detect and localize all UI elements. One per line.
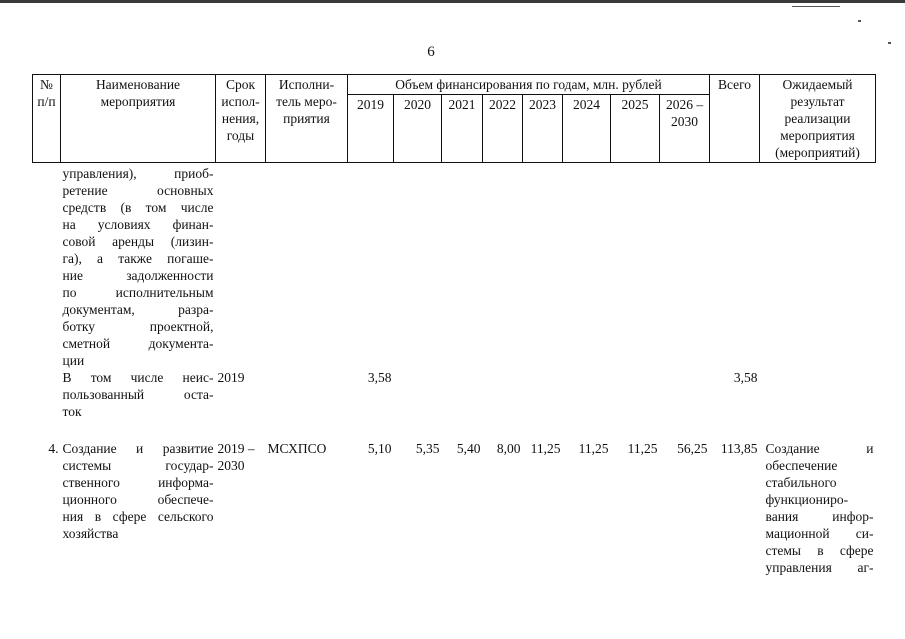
value-cell [563,369,611,420]
executor-cell: МСХПСО [267,441,327,456]
total-cell: 113,85 [720,441,758,456]
header-year: 2025 [611,95,660,163]
text-line: ственного информа- [62,475,214,490]
text-line: системы государ- [62,458,214,473]
value-cell: 5,35 [415,441,440,456]
text-line: сметной документа- [62,336,214,351]
table-row [33,163,876,370]
result-cell [760,440,876,576]
text-line: ботку проектной, [62,319,214,334]
text-line: ния в сфере сельского [62,509,214,524]
value-cell: 8,00 [496,441,521,456]
text-line: средств (в том числе [62,200,214,215]
scan-top-edge [0,0,905,3]
text-line: хозяйства [62,526,119,541]
table-header [33,75,876,163]
text-line: вания инфор- [765,509,874,524]
scan-mark [888,42,891,44]
text-line: ционного обеспече- [62,492,214,507]
scan-mark [792,6,840,7]
header-year: 2023 [523,95,563,163]
value-cell: 56,25 [677,441,708,456]
header-year: 2026 – 2030 [660,95,710,163]
row-spacer [33,420,876,440]
text-line: стемы в сфере [765,543,874,558]
continuation-name-cell [61,163,216,370]
header-year: 2019 [348,95,394,163]
header-executor: Исполни- тель меро- приятия [266,75,348,163]
header-result: Ожидаемый результат реализации мероприятия (мероприятий) [760,75,876,163]
header-year: 2024 [563,95,611,163]
header-year: 2022 [483,95,523,163]
page-number: 6 [427,44,435,60]
text-line: ции [62,353,85,368]
header-name: Наименование мероприятия [61,75,216,163]
text-line: по исполнительным [62,285,214,300]
row4-name-cell [61,440,216,576]
value-cell: 5,40 [456,441,481,456]
header-term: Срок испол- нения, годы [216,75,266,163]
text-line: стабильного [765,475,837,490]
text-line: функциониро- [765,492,849,507]
text-line: Создание и [765,441,874,456]
value-cell: 5,10 [367,441,392,456]
value-cell [442,369,483,420]
text-line: га), а также погаше- [62,251,214,266]
value-cell [394,369,442,420]
text-line: документам, разра- [62,302,214,317]
text-line: ретение основных [62,183,214,198]
text-line: управления), приоб- [62,166,214,181]
table-row [33,369,876,420]
header-year: 2020 [394,95,442,163]
text-line: В том числе неис- [62,370,214,385]
value-cell [660,369,710,420]
value-cell: 11,25 [627,441,658,456]
unused-row-name-cell [61,369,216,420]
header-total: Всего [710,75,760,163]
value-cell: 11,25 [530,441,561,456]
text-line: обеспечение [765,458,838,473]
text-line: пользованный оста- [62,387,214,402]
value-cell [611,369,660,420]
header-financing: Объем финансирования по годам, млн. рублей [348,75,710,95]
term-cell: 2019 – 2030 [217,441,255,473]
value-cell: 11,25 [578,441,609,456]
text-line: совой аренды (лизин- [62,234,214,249]
value-cell [523,369,563,420]
text-line: мационной си- [765,526,874,541]
text-line: на условиях финан- [62,217,214,232]
text-line: ток [62,404,82,419]
text-line: управления аг- [765,560,874,575]
header-number: № п/п [33,75,61,163]
value-cell: 3,58 [367,370,392,385]
table-row [33,440,876,576]
text-line: Создание и развитие [62,441,214,456]
financing-table [32,74,876,576]
term-cell: 2019 [217,370,245,385]
value-cell [483,369,523,420]
total-cell: 3,58 [733,370,758,385]
text-line: ние задолженности [62,268,214,283]
scan-mark [858,20,861,22]
header-year: 2021 [442,95,483,163]
row-number-cell: 4. [48,441,59,456]
